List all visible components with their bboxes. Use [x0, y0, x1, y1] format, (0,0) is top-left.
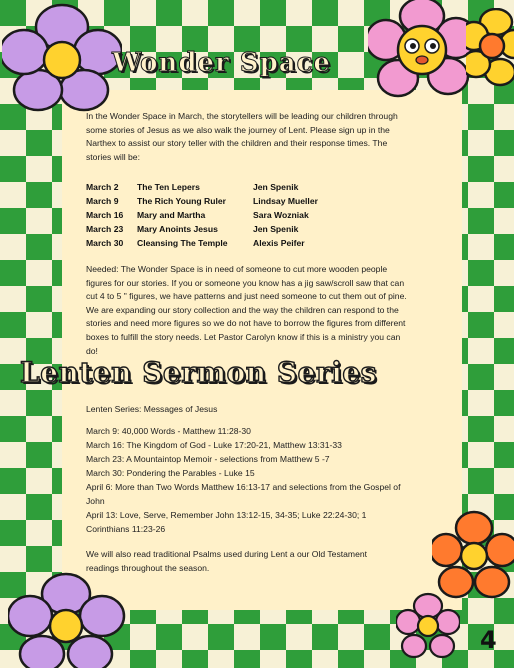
schedule-date: March 30	[86, 238, 124, 248]
schedule-story: Cleansing The Temple	[137, 238, 228, 248]
list-item: March 30: Pondering the Parables - Luke 15	[86, 468, 255, 478]
schedule-teller: Sara Wozniak	[253, 210, 309, 220]
flower-pink-face-icon	[368, 0, 476, 100]
flower-yellow-icon	[466, 8, 514, 88]
lenten-series-subtitle: Lenten Series: Messages of Jesus	[86, 404, 218, 414]
schedule-story: The Rich Young Ruler	[137, 196, 226, 206]
schedule-teller: Alexis Peifer	[253, 238, 305, 248]
sermon-series-list	[86, 424, 412, 536]
schedule-story: The Ten Lepers	[137, 182, 200, 192]
list-item: March 23: A Mountaintop Memoir - selections from Matthew 5 -7	[86, 454, 330, 464]
flower-purple-icon	[8, 572, 126, 668]
schedule-date: March 2	[86, 182, 119, 192]
schedule-story: Mary Anoints Jesus	[137, 224, 218, 234]
list-item: April 6: More than Two Words Matthew 16:13-17 and selections from the Gospel of John	[86, 482, 401, 506]
schedule-teller: Jen Spenik	[253, 182, 299, 192]
closing-paragraph: We will also read traditional Psalms used during Lent a our Old Testament readings throughout the season.	[86, 549, 368, 573]
volunteer-needed-paragraph: Needed: The Wonder Space is in need of someone to cut more wooden people figures for our stories. If you or someone you know has a jig saw/scroll saw that can cut 4 to 5 " figures, we have patterns and just need someone to cut them out of pine. We are expanding our story collection and the way the children can respond to the stories and need more figures so we do not have to borrow the figures from different boxes to fulfill the story needs. Let Pastor Carolyn know if this is a ministry you can do!	[86, 264, 407, 356]
schedule-story: Mary and Martha	[137, 210, 206, 220]
flower-pink-icon	[396, 592, 460, 660]
list-item: March 16: The Kingdom of God - Luke 17:20-21, Matthew 13:31-33	[86, 440, 342, 450]
schedule-date: March 23	[86, 224, 124, 234]
schedule-teller: Jen Spenik	[253, 224, 299, 234]
flower-orange-icon	[432, 510, 514, 600]
lenten-sermon-series-title: Lenten Sermon Series	[20, 356, 377, 389]
wonder-space-title: Wonder Space	[112, 48, 331, 78]
schedule-teller: Lindsay Mueller	[253, 196, 318, 206]
list-item: March 9: 40,000 Words - Matthew 11:28-30	[86, 426, 251, 436]
list-item: April 13: Love, Serve, Remember John 13:12-15, 34-35; Luke 22:24-30; 1 Corinthians 11:23-26	[86, 510, 367, 534]
wonder-space-intro: In the Wonder Space in March, the storytellers will be leading our children through some stories of Jesus as we also walk the journey of Lent. Please sign up in the Narthex to assist our story teller with the children and their response times. The stories will be:	[86, 111, 398, 162]
schedule-date: March 16	[86, 210, 124, 220]
flower-purple-icon	[2, 2, 122, 112]
page-number: 4	[480, 626, 497, 654]
schedule-date: March 9	[86, 196, 119, 206]
